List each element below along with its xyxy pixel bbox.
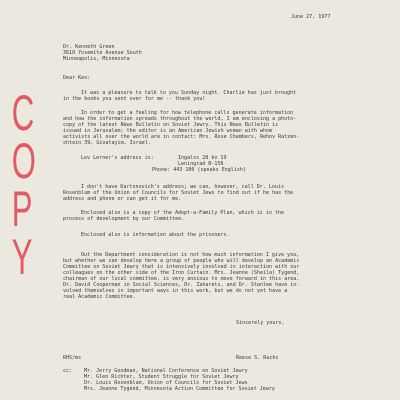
paragraph-line: In order to get a feeling for how telephone calls generate information <box>81 110 294 116</box>
paragraph-line: Rosenblum of the Union of Councils for Soviet Jews to find out if he has the <box>63 190 294 196</box>
paragraph-line: copy of the latest News Bulletin on Soviet Jewry. This News Bulletin is <box>63 122 279 128</box>
salutation: Dear Ken: <box>63 75 91 81</box>
paragraph-line: Enclosed also is a copy of the Adopt-a-Family Plan, which is in the <box>81 210 285 216</box>
lerner-address-line: Leningrad B-158 <box>178 161 224 167</box>
paragraph-line: Out the Department consideration is not how much information I give you, <box>81 252 300 258</box>
stamp-letter: Y <box>11 229 33 285</box>
recipient-city: Minneapolis, Minnesota <box>63 56 130 62</box>
paragraph-line: colleagues on the other side of the Iron Curtain. Mrs. Jeanne (Sheila) Tygend, <box>63 270 300 276</box>
stamp-letter: P <box>11 181 33 237</box>
paragraph-line: but whether we can develop here a group of people who will develop an Academic <box>63 258 300 264</box>
paragraph-line: Dr. David Cooperman in Social Sciences, Dr. Zaharets, and Dr. Stanlee have in- <box>63 282 300 288</box>
recipient-street: 3610 Yosemite Avenue South <box>63 50 142 56</box>
paragraph-line: real Academic Committee. <box>63 294 136 300</box>
signer-name: Reese S. Rachs <box>236 355 279 361</box>
paragraph-line: Enclosed also is information about the prisoners. <box>81 232 230 238</box>
paragraph-line: address and phone or can get it for me. <box>63 196 182 202</box>
letter-date: June 27, 1977 <box>291 14 331 20</box>
copy-stamp <box>6 85 36 285</box>
cc-item: Mr. Jerry Goodman, National Conference on Soviet Jewry <box>84 368 248 374</box>
paragraph-line: I don't have Kartonovich's address; we can, however, call Dr. Louis <box>81 184 285 190</box>
paragraph-line: and how the information spreads throughout the world, I am enclosing a photo- <box>63 116 297 122</box>
closing: Sincerely yours, <box>236 320 285 326</box>
lerner-phone: Phone: 443 100 (speaks English) <box>152 167 246 173</box>
paragraph-line: volved themselves in important ways in this work, but we do not yet have a <box>63 288 288 294</box>
lerner-address-label: Lev Lerner's address is: <box>81 155 154 161</box>
stamp-letter: O <box>11 133 36 189</box>
paragraph-line: activists all over the world are in contact: Mrs. Rose Chambers, Rehov Ratzen- <box>63 134 300 140</box>
paragraph-line: in the books you sent over for me -- thank you! <box>63 96 206 102</box>
stamp-letter: C <box>11 85 35 141</box>
typist-initials: RHS/ms <box>63 355 82 361</box>
paragraph-line: process of development by our Committee. <box>63 216 185 222</box>
paragraph-line: It was a pleasure to talk to you Sunday night. Charlie has just brought <box>81 90 297 96</box>
paragraph-line: issued in Jerusalem; the editor is an American Jewish woman with whom <box>63 128 273 134</box>
lerner-address-line: Ingalss 28 kv 19 <box>178 155 227 161</box>
cc-item: Dr. Louis Rosenblum, Union of Councils for Soviet Jews <box>84 380 248 386</box>
paragraph-line: Committee on Soviet Jewry that is intensively involved in interaction with our <box>63 264 300 270</box>
cc-item: Mrs. Jeanne Tygend, Minnesota Action Committee for Soviet Jewry <box>84 386 275 392</box>
cc-item: Mr. Glen Richter, Student Struggle for Soviet Jewry <box>84 374 239 380</box>
cc-label: cc: <box>63 368 73 374</box>
paragraph-line: chairman of our local committee, is very anxious to move forward in this area. <box>63 276 300 282</box>
recipient-name: Dr. Kenneth Green <box>63 44 115 50</box>
paragraph-line: shtein 39, Givatayim, Israel. <box>63 140 151 146</box>
